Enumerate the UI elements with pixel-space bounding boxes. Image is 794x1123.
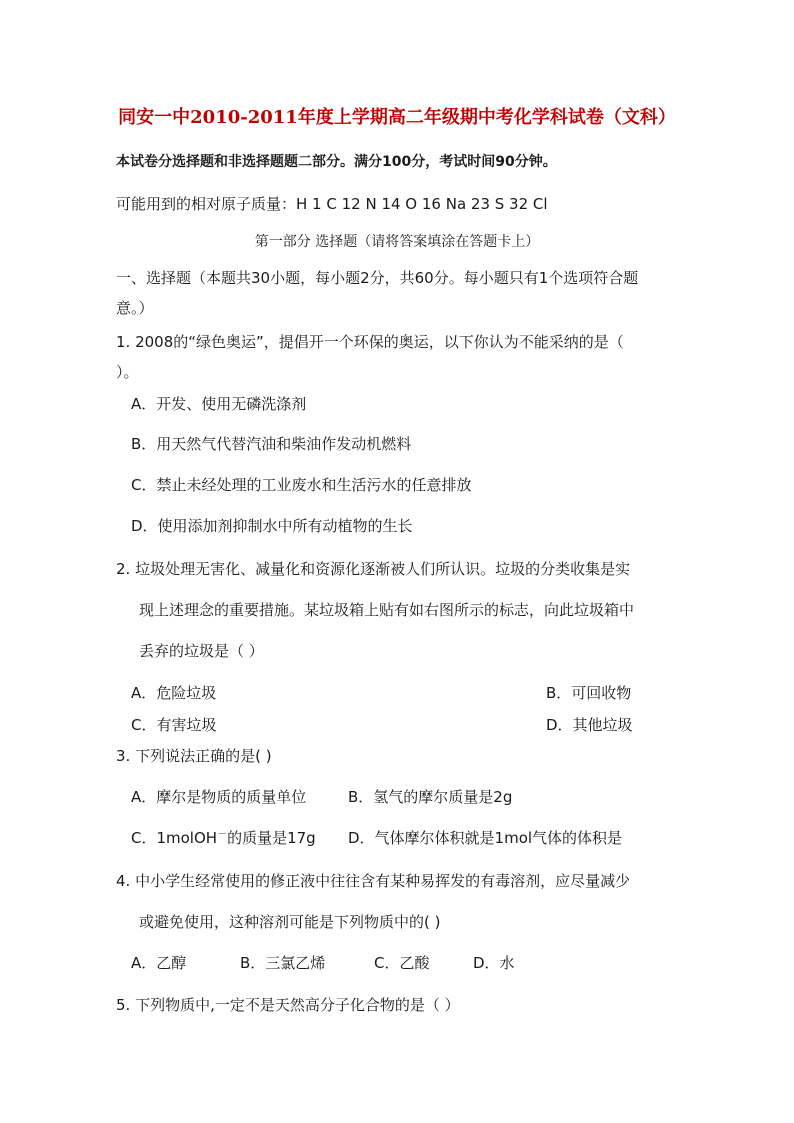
q3-stem: 3. 下列说法正确的是( ) <box>116 747 272 765</box>
q3-option-c-prefix: C．1molOH <box>131 829 218 847</box>
q4-option-b: B．三氯乙烯 <box>240 954 326 972</box>
q3-option-c <box>131 828 316 848</box>
q4-option-d: D．水 <box>473 954 515 972</box>
part1-heading: 第一部分 选择题（请将答案填涂在答题卡上） <box>254 234 540 250</box>
q3-option-a: A．摩尔是物质的质量单位 <box>131 788 307 806</box>
q2-stem-line2: 现上述理念的重要措施。某垃圾箱上贴有如右图所示的标志，向此垃圾箱中 <box>139 601 635 619</box>
q3-option-c-suffix: 的质量是17g <box>227 829 316 847</box>
q2-option-c: C．有害垃圾 <box>131 716 217 734</box>
q2-option-a: A．危险垃圾 <box>131 684 217 702</box>
atomic-mass-line: 可能用到的相对原子质量：H 1 C 12 N 14 O 16 Na 23 S 32 Cl <box>116 195 548 213</box>
q2-option-b: B．可回收物 <box>546 684 632 702</box>
q3-option-d: D．气体摩尔体积就是1mol气体的体积是 <box>348 829 623 847</box>
q2-stem-line3: 丢弃的垃圾是（ ） <box>139 642 264 660</box>
exam-title: 同安一中2010-2011年度上学期高二年级期中考化学科试卷（文科） <box>118 107 676 128</box>
q5-stem: 5. 下列物质中,一定不是天然高分子化合物的是（ ） <box>116 996 460 1014</box>
q4-stem-line2: 或避免使用，这种溶剂可能是下列物质中的( ) <box>139 913 441 931</box>
q1-option-d: D．使用添加剂抑制水中所有动植物的生长 <box>131 517 413 535</box>
exam-intro: 本试卷分选择题和非选择题题二部分。满分100分，考试时间90分钟。 <box>116 154 557 170</box>
q4-stem-line1: 4. 中小学生经常使用的修正液中往往含有某种易挥发的有毒溶剂，应尽量减少 <box>116 872 631 890</box>
q1-stem-line1: 1. 2008的“绿色奥运”，提倡开一个环保的奥运，以下你认为不能采纳的是（ <box>116 333 624 351</box>
q1-option-c: C．禁止未经处理的工业废水和生活污水的任意排放 <box>131 476 472 494</box>
q3-option-c-superscript: － <box>217 829 228 840</box>
section1-line1: 一、选择题（本题共30小题，每小题2分，共60分。每小题只有1个选项符合题 <box>116 269 639 287</box>
q4-option-a: A．乙醇 <box>131 954 187 972</box>
q1-stem-line2: ）。 <box>116 363 139 381</box>
q1-option-b: B．用天然气代替汽油和柴油作发动机燃料 <box>131 435 412 453</box>
section1-line2: 意。） <box>116 299 154 317</box>
q1-option-a: A．开发、使用无磷洗涤剂 <box>131 395 307 413</box>
q2-stem-line1: 2. 垃圾处理无害化、减量化和资源化逐渐被人们所认识。垃圾的分类收集是实 <box>116 560 631 578</box>
q4-option-c: C．乙酸 <box>374 954 430 972</box>
q2-option-d: D．其他垃圾 <box>546 716 633 734</box>
q3-option-b: B．氢气的摩尔质量是2g <box>348 788 513 806</box>
